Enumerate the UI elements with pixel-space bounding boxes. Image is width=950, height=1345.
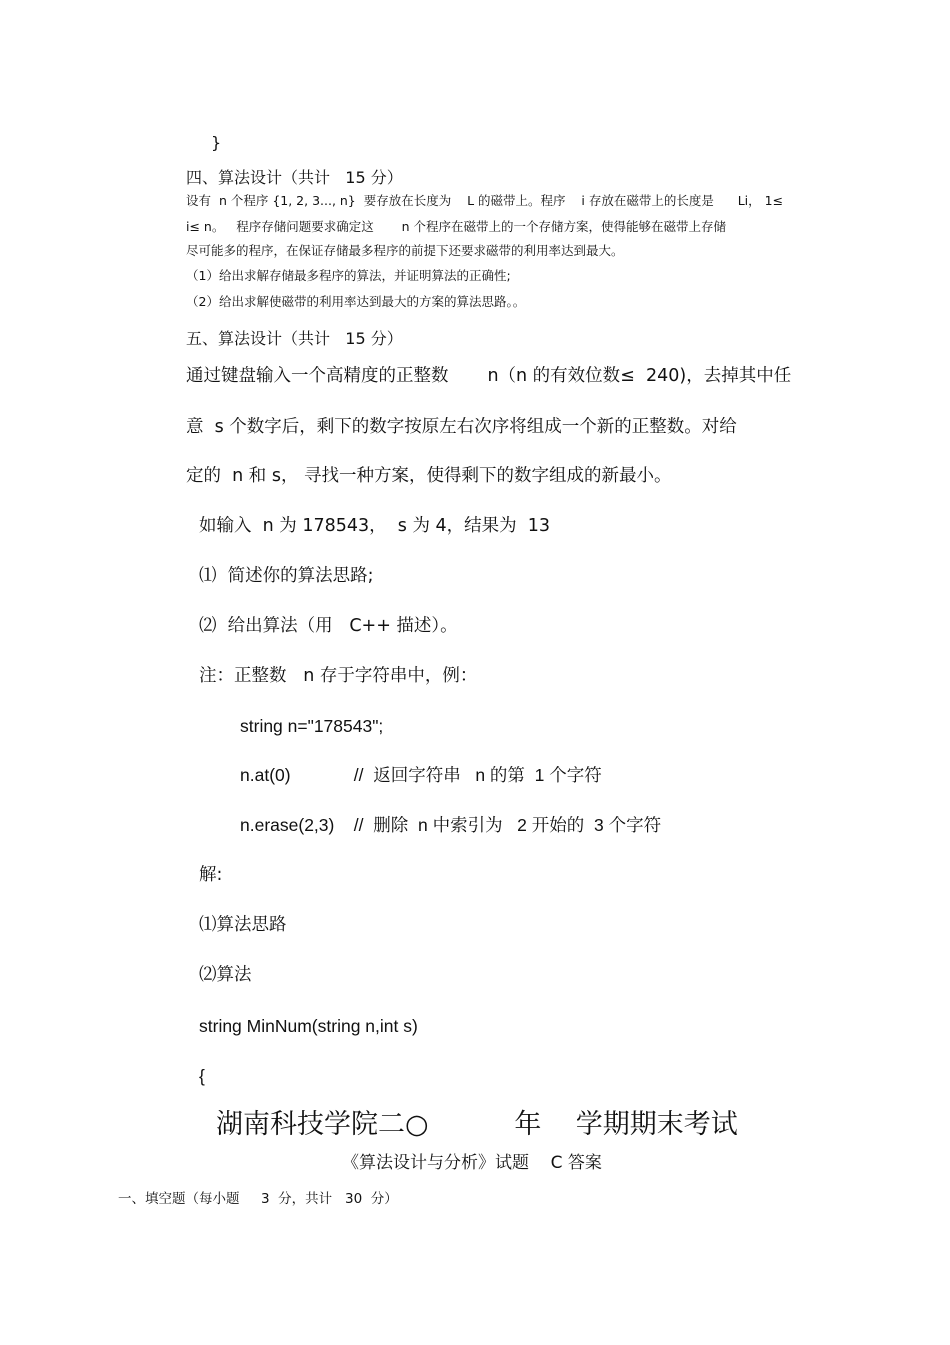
part1-heading: 一、填空题（每小题 3 分，共计 30 分） bbox=[118, 1191, 398, 1207]
section4-line: 尽可能多的程序，在保证存储最多程序的前提下还要求磁带的利用率达到最大。 bbox=[186, 243, 624, 258]
section4-line: 设有 n 个程序 {1, 2, 3..., n} 要存放在长度为 L 的磁带上。程序 i 存放在磁带上的长度是 Li， 1≤ bbox=[186, 193, 784, 208]
question-1: ⑴ 简述你的算法思路; bbox=[199, 566, 374, 586]
section4-line: （1）给出求解存储最多程序的算法，并证明算法的正确性; bbox=[186, 268, 511, 283]
code-line: n.erase(2,3) // 删除 n 中索引为 2 开始的 3 个字符 bbox=[240, 815, 662, 835]
section5-heading: 五、算法设计（共计 15 分） bbox=[186, 329, 403, 348]
question-2: ⑵ 给出算法（用 C++ 描述）。 bbox=[199, 616, 458, 636]
function-signature: string MinNum(string n,int s) bbox=[199, 1016, 418, 1036]
open-brace: { bbox=[199, 1066, 205, 1086]
code-line: n.at(0) // 返回字符串 n 的第 1 个字符 bbox=[240, 765, 602, 785]
exam-subtitle: 《算法设计与分析》试题 C 答案 bbox=[342, 1153, 602, 1173]
exam-title: 湖南科技学院二○ 年 学期期末考试 bbox=[216, 1109, 738, 1140]
example-line: 如输入 n 为 178543， s 为 4，结果为 13 bbox=[199, 516, 551, 536]
closing-brace: } bbox=[211, 133, 222, 152]
section4-heading: 四、算法设计（共计 15 分） bbox=[186, 168, 403, 187]
section4-line: i≤ n。 程序存储问题要求确定这 n 个程序在磁带上的一个存储方案，使得能够在磁带上存储 bbox=[186, 219, 726, 234]
note-line: 注：正整数 n 存于字符串中，例： bbox=[199, 666, 478, 686]
section5-paragraph-line: 定的 n 和 s， 寻找一种方案，使得剩下的数字组成的新最小。 bbox=[186, 466, 672, 486]
answer-part-1: ⑴算法思路 bbox=[199, 915, 287, 935]
section5-paragraph-line: 通过键盘输入一个高精度的正整数 n（n 的有效位数≤ 240)，去掉其中任 bbox=[186, 366, 792, 386]
section4-line: （2）给出求解使磁带的利用率达到最大的方案的算法思路。。 bbox=[186, 294, 526, 309]
answer-part-2: ⑵算法 bbox=[199, 965, 252, 985]
section5-paragraph-line: 意 s 个数字后，剩下的数字按原左右次序将组成一个新的正整数。对给 bbox=[186, 417, 737, 437]
code-line: string n="178543"; bbox=[240, 716, 384, 736]
answer-label: 解: bbox=[199, 865, 223, 885]
